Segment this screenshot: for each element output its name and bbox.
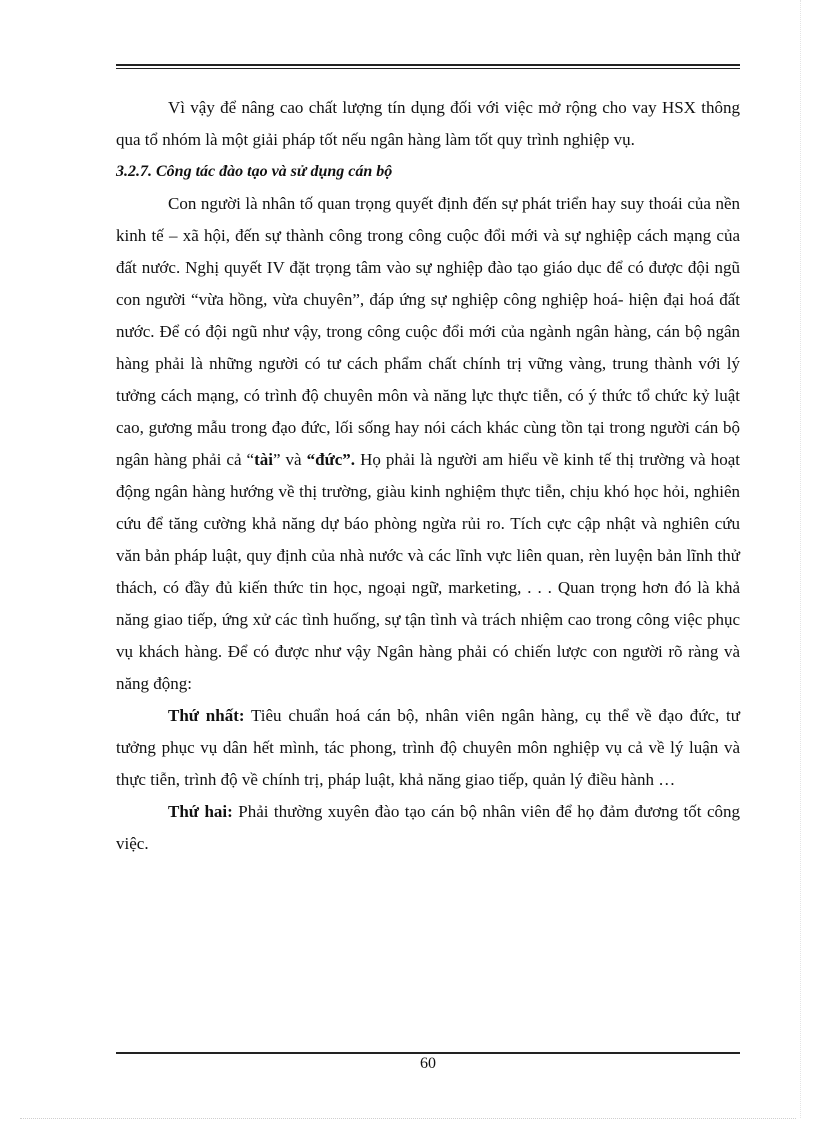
page-edge-vertical-dotted-line	[800, 0, 801, 1118]
header-rule-thick	[116, 64, 740, 66]
point-2	[116, 796, 740, 860]
page-content	[116, 92, 740, 860]
section-heading: 3.2.7. Công tác đào tạo và sử dụng cán bộ	[116, 163, 393, 180]
bold-duc: “đức”.	[306, 450, 356, 469]
bold-tai: tài	[254, 450, 273, 469]
point-1	[116, 700, 740, 796]
paragraph-2-part-1: Con người là nhân tố quan trọng quyết định đến sự phát triển hay suy thoái của nền kinh tế – xã hội, đến sự thành công trong công cuộc đổi mới và sự nghiệp cách mạng của đất nước. Nghị quyết IV đặt trọng tâm vào sự nghiệp đào tạo giáo dục để có được đội ngũ con người “vừa hồng, vừa chuyên”, đáp ứng sự nghiệp công nghiệp hoá- hiện đại hoá đất nước. Để có đội ngũ như vậy, trong công cuộc đổi mới của ngành ngân hàng, cán bộ ngân hàng phải là những người có tư cách phẩm chất chính trị vững vàng, trung thành với lý tưởng cách mạng, có trình độ chuyên môn và năng lực thực tiễn, có ý thức tổ chức kỷ luật cao, gương mẫu trong đạo đức, lối sống hay nói cách khác cùng tồn tại trong người cán bộ ngân hàng phải cả “	[116, 194, 740, 469]
point-2-text: Phải thường xuyên đào tạo cán bộ nhân viên để họ đảm đương tốt công việc.	[116, 802, 740, 853]
point-1-label: Thứ nhất:	[168, 706, 245, 725]
page-number: 60	[420, 1055, 436, 1072]
paragraph-2-part-3: Họ phải là người am hiểu về kinh tế thị trường và hoạt động ngân hàng hướng về thị trường, giàu kinh nghiệm thực tiễn, chịu khó học hỏi, nghiên cứu để tăng cường khả năng dự báo phòng ngừa rủi ro. Tích cực cập nhật và nghiên cứu văn bản pháp luật, quy định của nhà nước và các lĩnh vực liên quan, rèn luyện bản lĩnh thử thách, có đầy đủ kiến thức tin học, ngoại ngữ, marketing, . . . Quan trọng hơn đó là khả năng giao tiếp, ứng xử các tình huống, sự tận tình và trách nhiệm cao trong công việc phục vụ khách hàng. Để có được như vậy Ngân hàng phải có chiến lược con người rõ ràng và năng động:	[116, 450, 740, 693]
header-rule-thin	[116, 68, 740, 69]
point-1-text: Tiêu chuẩn hoá cán bộ, nhân viên ngân hàng, cụ thể về đạo đức, tư tưởng phục vụ dân hết mình, tác phong, trình độ chuyên môn nghiệp vụ cả về lý luận và thực tiễn, trình độ về chính trị, pháp luật, khả năng giao tiếp, quản lý điều hành …	[116, 706, 740, 789]
paragraph-2-part-2: ” và	[272, 450, 307, 469]
point-2-label: Thứ hai:	[168, 802, 233, 821]
paragraph-2	[116, 188, 740, 700]
page-edge-dotted-line	[20, 1118, 796, 1119]
paragraph-1: Vì vậy để nâng cao chất lượng tín dụng đối với việc mở rộng cho vay HSX thông qua tổ nhóm là một giải pháp tốt nếu ngân hàng làm tốt quy trình nghiệp vụ.	[116, 98, 740, 149]
